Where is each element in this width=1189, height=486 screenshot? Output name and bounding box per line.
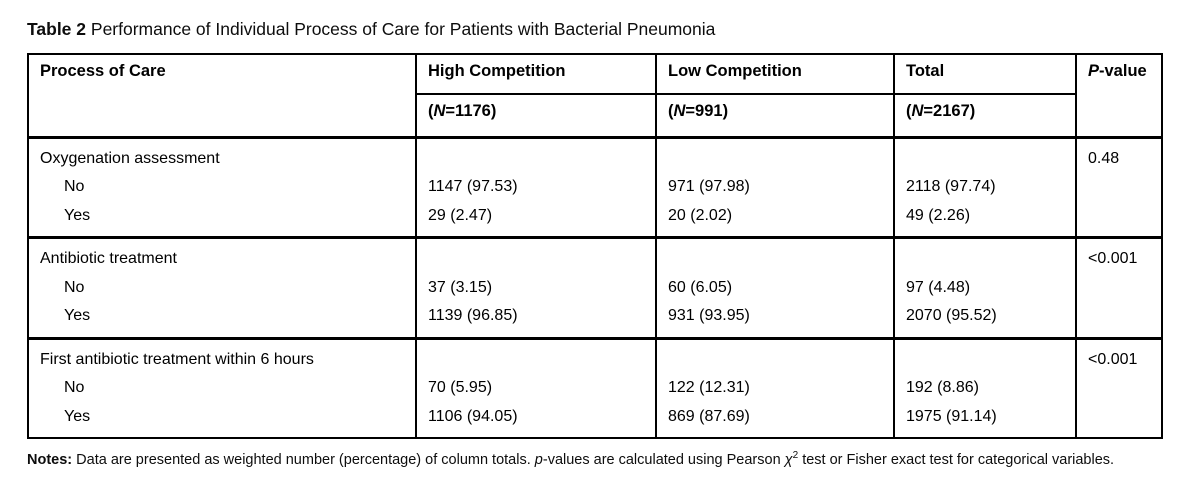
total-cell: [894, 238, 1076, 339]
notes-part1: Data are presented as weighted number (percentage) of column totals.: [76, 452, 531, 468]
high-competition-cell: [416, 137, 656, 238]
subheader-total-n: [894, 94, 1076, 137]
notes-italic-p: p: [534, 452, 543, 468]
value-low-yes: 931 (93.95): [668, 307, 750, 324]
process-label: First antibiotic treatment within 6 hours: [40, 350, 314, 368]
n-var: N: [433, 102, 446, 120]
notes-part3: test or Fisher exact test for categorical variables.: [802, 452, 1115, 468]
col-header-high-competition: High Competition: [416, 54, 656, 94]
p-value: <0.001: [1088, 350, 1138, 368]
value-low-yes: 20 (2.02): [668, 206, 733, 224]
value-total-yes: 2070 (95.52): [906, 307, 997, 324]
n-rest: =2167): [923, 102, 976, 120]
value-low-no: 122 (12.31): [668, 379, 750, 396]
low-competition-cell: [656, 338, 894, 438]
subheader-low-competition-n: [656, 94, 894, 137]
p-value-rest: -value: [1099, 62, 1147, 80]
high-competition-cell: [416, 238, 656, 339]
value-high-yes: 29 (2.47): [428, 206, 493, 224]
spacer-line: [668, 346, 883, 375]
spacer-line: [428, 145, 645, 174]
value-high-yes: 1106 (94.05): [428, 407, 518, 425]
col-header-low-competition: Low Competition: [656, 54, 894, 94]
section-row-antibiotic-treatment: [28, 238, 1162, 339]
high-competition-cell: [416, 338, 656, 438]
p-value-italic-p: P: [1088, 62, 1100, 80]
spacer-line: [906, 245, 1065, 274]
col-header-process-of-care: Process of Care: [28, 54, 416, 137]
spacer-line: [906, 346, 1065, 375]
value-low-no: 60 (6.05): [668, 278, 733, 296]
process-of-care-table: [27, 53, 1163, 439]
n-open: (: [428, 102, 434, 120]
process-label: Antibiotic treatment: [40, 250, 177, 267]
low-competition-cell: [656, 238, 894, 339]
notes-label: Notes:: [27, 452, 73, 468]
n-open: (: [906, 102, 912, 120]
p-value-cell: [1076, 238, 1162, 339]
process-sub-yes: Yes: [64, 307, 91, 324]
value-total-yes: 49 (2.26): [906, 206, 971, 224]
p-value-cell: [1076, 338, 1162, 438]
n-var: N: [911, 102, 924, 120]
table-title-text: Performance of Individual Process of Care for Patients with Bacterial Pneumonia: [90, 19, 716, 39]
process-cell: [28, 338, 416, 438]
section-row-oxygenation-assessment: [28, 137, 1162, 238]
section-row-first-antibiotic-within-6-hours: [28, 338, 1162, 438]
table-body: [28, 137, 1162, 438]
n-var: N: [673, 102, 686, 120]
value-total-no: 2118 (97.74): [906, 178, 996, 195]
process-sub-yes: Yes: [64, 407, 91, 425]
value-low-yes: 869 (87.69): [668, 407, 750, 425]
process-sub-no: No: [64, 278, 85, 296]
n-rest: =1176): [445, 102, 497, 120]
table-notes: [27, 450, 1162, 470]
p-value-cell: [1076, 137, 1162, 238]
process-label: Oxygenation assessment: [40, 149, 220, 167]
low-competition-cell: [656, 137, 894, 238]
col-header-p-value: [1076, 54, 1162, 137]
chi-superscript: 2: [792, 450, 799, 462]
process-cell: [28, 238, 416, 339]
process-sub-no: No: [64, 178, 85, 195]
table-title: [27, 17, 1162, 41]
spacer-line: [428, 346, 645, 375]
value-total-no: 97 (4.48): [906, 278, 971, 296]
chi-symbol: χ: [784, 452, 793, 468]
p-value: <0.001: [1088, 250, 1138, 267]
value-high-no: 70 (5.95): [428, 379, 493, 396]
notes-part2: -values are calculated using Pearson: [542, 452, 781, 468]
spacer-line: [668, 145, 883, 174]
value-total-yes: 1975 (91.14): [906, 407, 997, 425]
total-cell: [894, 338, 1076, 438]
table-title-number: Table 2: [27, 19, 87, 39]
subheader-high-competition-n: [416, 94, 656, 137]
spacer-line: [668, 245, 883, 274]
value-total-no: 192 (8.86): [906, 379, 979, 396]
spacer-line: [428, 245, 645, 274]
n-rest: =991): [685, 102, 729, 120]
spacer-line: [906, 145, 1065, 174]
col-header-total: Total: [894, 54, 1076, 94]
process-sub-no: No: [64, 379, 85, 396]
value-high-no: 37 (3.15): [428, 278, 493, 296]
process-cell: [28, 137, 416, 238]
n-open: (: [668, 102, 674, 120]
table-header: [28, 54, 1162, 137]
value-high-yes: 1139 (96.85): [428, 307, 518, 324]
value-high-no: 1147 (97.53): [428, 178, 518, 195]
p-value: 0.48: [1088, 149, 1120, 167]
value-low-no: 971 (97.98): [668, 178, 750, 195]
process-sub-yes: Yes: [64, 206, 91, 224]
total-cell: [894, 137, 1076, 238]
